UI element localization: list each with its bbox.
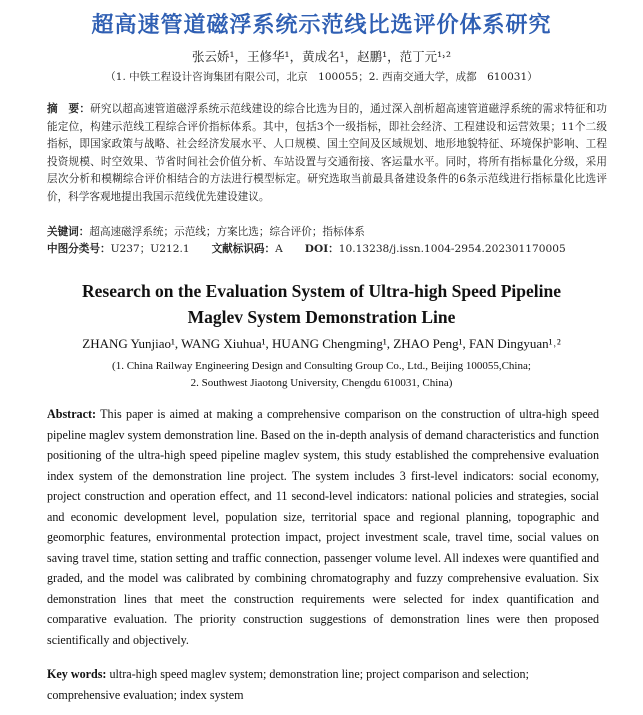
chinese-abstract-label: 摘 要：	[47, 103, 91, 115]
english-affiliation-line-1: (1. China Railway Engineering Design and Consulting Group Co., Ltd., Beijing 100055,China;	[112, 360, 531, 372]
english-title	[40, 278, 603, 330]
english-authors: ZHANG Yunjiao¹, WANG Xiuhua¹, HUANG Chengming¹, ZHAO Peng¹, FAN Dingyuan¹˒²	[82, 336, 561, 351]
classification-line	[47, 241, 617, 256]
clc-value: U237；U212.1	[110, 243, 190, 255]
english-abstract-text: This paper is aimed at making a comprehensive comparison on the construction of ultra-high speed pipeline maglev system demonstration line. Based on the in-depth analysis of demand characteristics and function positioning of the ultra-high speed pipeline maglev system, this study established the comprehensive evaluation index system of the demonstration line project. The system includes 3 first-level indicators: social economy, project construction and operation effect, and 11 second-level indicators: national policies and strategies, social and economic development level, population size, territorial space and regional planning, topographic and geomorphic features, environmental protection impact, project investment scale, travel time, social values on saving travel time, station setting and traffic connection, passenger volume level. All indexes were quantified and graded, and the model was calibrated by combining chromatography and fuzzy comprehensive evaluation. Six demonstration lines that meet the construction requirements were selected for index quantification and comparative evaluation. The priority construction suggestions of demonstration lines were then proposed scientifically and objectively.	[47, 407, 599, 647]
chinese-keywords-text: 超高速磁浮系统；示范线；方案比选；综合评价；指标体系	[89, 226, 365, 238]
doi-value: 10.13238/j.issn.1004-2954.202301170005	[338, 243, 566, 255]
doi-label: DOI：	[304, 243, 339, 255]
english-abstract	[47, 404, 599, 650]
english-affiliation-line-2: 2. Southwest Jiaotong University, Chengdu 610031, China)	[190, 377, 453, 389]
chinese-keywords-label: 关键词：	[47, 226, 90, 238]
chinese-authors: 张云娇¹，王修华¹，黄成名¹，赵鹏¹，范丁元¹˒²	[192, 49, 451, 64]
chinese-keywords	[47, 224, 617, 239]
english-keywords-label: Key words:	[47, 667, 107, 681]
chinese-abstract-text: 研究以超高速管道磁浮系统示范线建设的综合比选为目的，通过深入剖析超高速管道磁浮系统的需求特征和功能定位，构建示范线工程综合评价指标体系。其中，包括3个一级指标，即社会经济、工程建设和运营效果；11个二级指标，即国家政策与战略、社会经济发展水平、人口规模、国土空间及区域规划、地形地貌特征、环境保护影响、工程投资规模、时空效果、节省时间社会价值分析、车站设置与交通衔接、客运量水平。同时，将所有指标量化分级，采用层次分析和模糊综合评价相结合的方法进行模型标定。研究选取当前最具备建设条件的6条示范线进行指标量化比选评价，科学客观地提出我国示范线优先建设建议。	[47, 103, 607, 203]
clc-label: 中图分类号：	[47, 243, 111, 255]
chinese-title: 超高速管道磁浮系统示范线比选评价体系研究	[91, 12, 552, 38]
document-code-value: A	[275, 243, 283, 255]
english-keywords	[47, 664, 599, 705]
document-code-label: 文献标识码：	[211, 243, 276, 255]
chinese-affiliations: （1. 中铁工程设计咨询集团有限公司，北京 100055；2. 西南交通大学，成都 610031）	[105, 71, 538, 83]
english-title-line-2: Maglev System Demonstration Line	[187, 307, 456, 327]
chinese-abstract	[47, 101, 607, 206]
english-title-line-1: Research on the Evaluation System of Ultra-high Speed Pipeline	[82, 281, 561, 301]
english-abstract-label: Abstract:	[47, 407, 97, 421]
english-keywords-text: ultra-high speed maglev system; demonstration line; project comparison and selection; comprehensive evaluation; index system	[47, 667, 529, 702]
